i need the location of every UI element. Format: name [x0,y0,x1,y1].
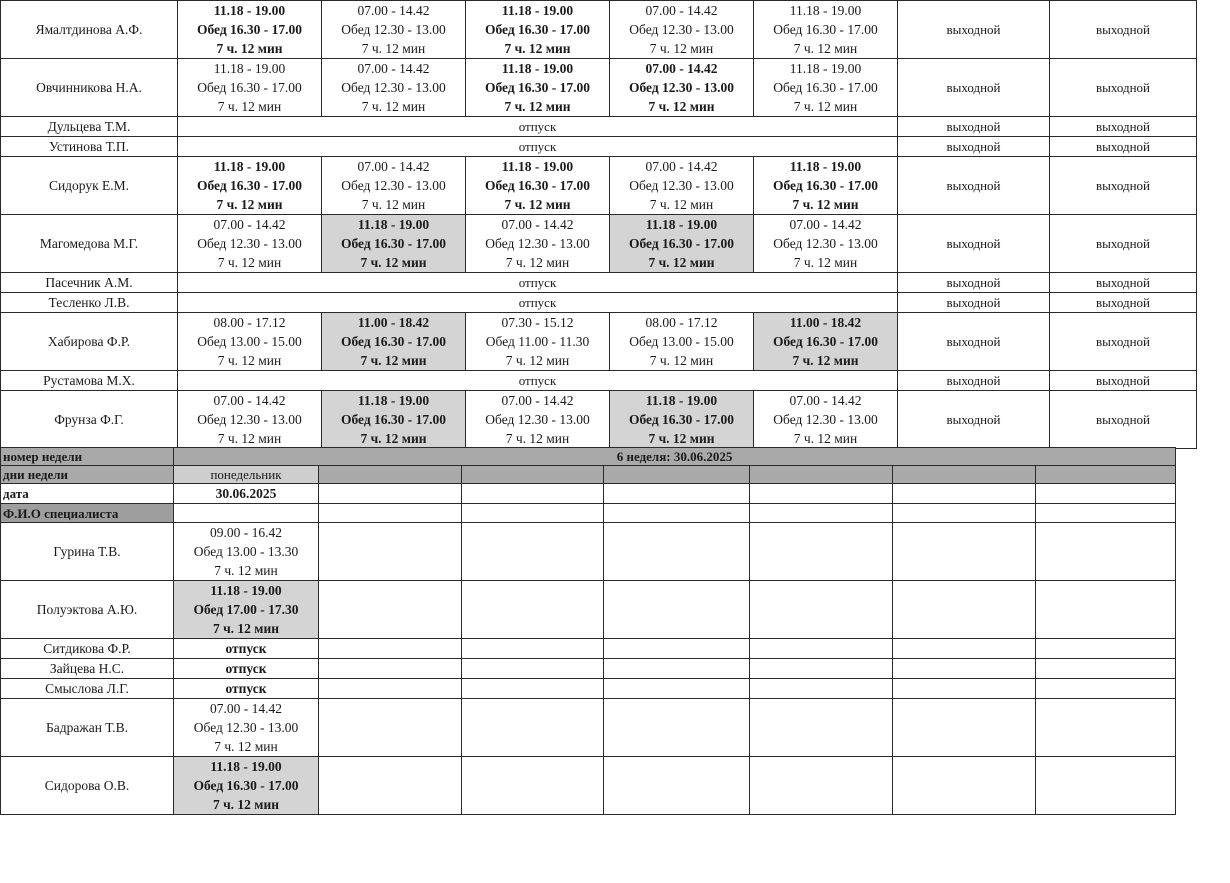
day-cell [319,466,462,484]
shift-line: Обед 16.30 - 17.00 [340,412,447,427]
leave-cell: отпуск [178,273,898,293]
shift-line: 7 ч. 12 мин [505,353,570,368]
shift-cell [466,215,610,273]
date-cell [893,484,1036,504]
empty-cell [462,699,604,757]
shift-line: 7 ч. 12 мин [793,41,858,56]
shift-line: 7 ч. 12 мин [216,197,283,212]
employee-row [1,679,1176,699]
employee-row [1,1,1197,59]
employee-row [1,659,1176,679]
day-off-saturday: выходной [898,313,1050,371]
employee-row [1,313,1197,371]
employee-row [1,215,1197,273]
days-row [1,466,1176,484]
shift-cell [754,59,898,117]
shift-line: Обед 16.30 - 17.00 [628,412,735,427]
shift-line: 11.18 - 19.00 [501,61,574,76]
employee-name: Овчинникова Н.А. [1,59,178,117]
empty-cell [604,523,750,581]
day-off-saturday: выходной [898,391,1050,449]
shift-line: Обед 16.30 - 17.00 [484,178,591,193]
shift-line: 7 ч. 12 мин [649,353,714,368]
shift-line: 7 ч. 12 мин [793,255,858,270]
empty-cell [1036,523,1176,581]
day-off-sunday: выходной [1050,313,1197,371]
employee-name: Дульцева Т.М. [1,117,178,137]
shift-cell [322,157,466,215]
day-off-saturday: выходной [898,1,1050,59]
shift-line: Обед 16.30 - 17.00 [773,80,878,95]
shift-line: 7 ч. 12 мин [217,255,282,270]
shift-line: Обед 16.30 - 17.00 [196,178,303,193]
shift-line: 7 ч. 12 мин [212,621,280,636]
empty-cell [462,639,604,659]
shift-cell [466,59,610,117]
shift-line: 11.18 - 19.00 [213,61,286,76]
empty-cell [893,679,1036,699]
shift-line: Обед 13.00 - 15.00 [197,334,302,349]
day-off-saturday: выходной [898,137,1050,157]
shift-cell [466,313,610,371]
day-off-sunday: выходной [1050,59,1197,117]
week-number-row [1,448,1176,466]
day-off-sunday: выходной [1050,371,1197,391]
shift-cell [322,1,466,59]
shift-line: 11.18 - 19.00 [210,583,282,598]
shift-cell [178,157,322,215]
shift-cell [754,313,898,371]
day-monday: понедельник [174,466,319,484]
shift-line: 09.00 - 16.42 [210,525,282,540]
shift-cell [610,391,754,449]
shift-cell [466,391,610,449]
shift-cell [322,215,466,273]
day-off-sunday: выходной [1050,273,1197,293]
day-off-sunday: выходной [1050,157,1197,215]
day-off-saturday: выходной [898,273,1050,293]
shift-line: 07.00 - 14.42 [645,159,718,174]
employee-name: Полуэктова А.Ю. [1,581,174,639]
shift-line: 11.18 - 19.00 [645,217,718,232]
employee-row [1,371,1197,391]
shift-line: Обед 16.30 - 17.00 [196,22,303,37]
shift-line: 7 ч. 12 мин [505,431,570,446]
empty-cell [319,659,462,679]
shift-line: 7 ч. 12 мин [648,255,715,270]
empty-cell [750,699,893,757]
employee-name: Сидорук Е.М. [1,157,178,215]
shift-cell [754,215,898,273]
shift-line: 07.00 - 14.42 [357,3,430,18]
shift-line: 7 ч. 12 мин [648,431,715,446]
shift-line: 7 ч. 12 мин [361,99,426,114]
shift-line: 7 ч. 12 мин [793,99,858,114]
shift-line: 7 ч. 12 мин [504,197,571,212]
shift-line: Обед 12.30 - 13.00 [197,412,302,427]
empty-cell [319,523,462,581]
shift-cell [610,59,754,117]
shift-line: Обед 16.30 - 17.00 [628,236,735,251]
empty-cell [319,757,462,815]
empty-cell [893,639,1036,659]
employee-row [1,59,1197,117]
shift-line: Обед 13.00 - 15.00 [629,334,734,349]
week-number-label: номер недели [1,448,174,466]
shift-line: 07.00 - 14.42 [213,217,286,232]
shift-cell [610,313,754,371]
day-off-sunday: выходной [1050,293,1197,313]
day-cell [604,466,750,484]
shift-line: Обед 12.30 - 13.00 [197,236,302,251]
employee-name: Гурина Т.В. [1,523,174,581]
shift-line: Обед 12.30 - 13.00 [341,80,446,95]
shift-line: 7 ч. 12 мин [216,41,283,56]
day-off-saturday: выходной [898,117,1050,137]
employee-row [1,523,1176,581]
fio-cell [604,504,750,523]
empty-cell [1036,699,1176,757]
shift-line: 07.00 - 14.42 [645,61,718,76]
empty-cell [462,679,604,699]
shift-line: 11.18 - 19.00 [357,217,430,232]
day-off-saturday: выходной [898,157,1050,215]
shift-line: 07.00 - 14.42 [210,701,282,716]
empty-cell [1036,639,1176,659]
shift-line: 7 ч. 12 мин [649,197,714,212]
shift-cell [610,1,754,59]
shift-line: 07.30 - 15.12 [501,315,574,330]
shift-line: 11.18 - 19.00 [501,3,574,18]
shift-cell [178,391,322,449]
shift-line: Обед 12.30 - 13.00 [629,178,734,193]
shift-cell [178,215,322,273]
empty-cell [1036,679,1176,699]
week-number-value: 6 неделя: 30.06.2025 [174,448,1176,466]
shift-line: 7 ч. 12 мин [504,41,571,56]
empty-cell [462,523,604,581]
shift-line: 11.18 - 19.00 [789,3,862,18]
employee-name: Магомедова М.Г. [1,215,178,273]
shift-line: 11.00 - 18.42 [357,315,430,330]
shift-cell [178,1,322,59]
leave-cell: отпуск [178,117,898,137]
shift-cell [178,59,322,117]
date-row [1,484,1176,504]
shift-cell [178,313,322,371]
shift-line: 07.00 - 14.42 [357,61,430,76]
employee-row [1,639,1176,659]
empty-cell [604,699,750,757]
shift-line: 07.00 - 14.42 [501,217,574,232]
empty-cell [1036,581,1176,639]
shift-line: Обед 12.30 - 13.00 [628,80,735,95]
shift-line: 11.18 - 19.00 [357,393,430,408]
leave-cell: отпуск [174,639,319,659]
weekly-schedule-table [0,0,1197,449]
day-off-sunday: выходной [1050,137,1197,157]
shift-line: 08.00 - 17.12 [213,315,286,330]
shift-line: Обед 11.00 - 11.30 [485,334,590,349]
empty-cell [750,523,893,581]
employee-name: Бадражан Т.В. [1,699,174,757]
shift-line: 11.18 - 19.00 [210,759,282,774]
shift-cell [322,391,466,449]
empty-cell [604,659,750,679]
shift-line: 07.00 - 14.42 [789,393,862,408]
day-off-sunday: выходной [1050,117,1197,137]
shift-line: 7 ч. 12 мин [504,99,571,114]
date-cell [750,484,893,504]
empty-cell [462,581,604,639]
empty-cell [750,639,893,659]
shift-cell [610,157,754,215]
shift-line: 7 ч. 12 мин [360,255,427,270]
leave-cell: отпуск [178,371,898,391]
shift-line: 11.18 - 19.00 [789,61,862,76]
employee-name: Фрунза Ф.Г. [1,391,178,449]
shift-line: 7 ч. 12 мин [361,197,426,212]
shift-line: 7 ч. 12 мин [217,99,282,114]
empty-cell [604,639,750,659]
shift-line: Обед 12.30 - 13.00 [629,22,734,37]
shift-line: 07.00 - 14.42 [501,393,574,408]
shift-line: Обед 12.30 - 13.00 [485,236,590,251]
shift-line: 7 ч. 12 мин [793,431,858,446]
empty-cell [319,679,462,699]
employee-name: Рустамова М.Х. [1,371,178,391]
shift-cell [610,215,754,273]
shift-line: 07.00 - 14.42 [645,3,718,18]
fio-cell [319,504,462,523]
shift-line: Обед 16.30 - 17.00 [193,778,299,793]
date-cell [1036,484,1176,504]
empty-cell [604,581,750,639]
shift-line: Обед 12.30 - 13.00 [341,22,446,37]
empty-cell [893,581,1036,639]
shift-line: 7 ч. 12 мин [361,41,426,56]
shift-line: Обед 16.30 - 17.00 [772,334,879,349]
day-off-saturday: выходной [898,371,1050,391]
employee-name: Смыслова Л.Г. [1,679,174,699]
employee-row [1,391,1197,449]
shift-line: 07.00 - 14.42 [789,217,862,232]
employee-row [1,757,1176,815]
shift-line: 11.18 - 19.00 [213,3,286,18]
employee-row [1,699,1176,757]
shift-cell [174,581,319,639]
empty-cell [462,757,604,815]
day-off-sunday: выходной [1050,391,1197,449]
empty-cell [319,581,462,639]
shift-line: 7 ч. 12 мин [792,353,859,368]
employee-row [1,273,1197,293]
shift-cell [322,313,466,371]
date-cell [319,484,462,504]
shift-line: 07.00 - 14.42 [357,159,430,174]
employee-name: Пасечник А.М. [1,273,178,293]
shift-cell [174,699,319,757]
empty-cell [750,679,893,699]
shift-line: Обед 12.30 - 13.00 [485,412,590,427]
shift-line: 7 ч. 12 мин [505,255,570,270]
day-cell [462,466,604,484]
shift-line: Обед 16.30 - 17.00 [340,334,447,349]
day-cell [893,466,1036,484]
shift-line: Обед 12.30 - 13.00 [341,178,446,193]
shift-line: Обед 16.30 - 17.00 [197,80,302,95]
fio-cell [893,504,1036,523]
empty-cell [1036,659,1176,679]
employee-row [1,117,1197,137]
date-label: дата [1,484,174,504]
fio-label: Ф.И.О специалиста [1,504,174,523]
shift-cell [754,1,898,59]
date-cell [604,484,750,504]
date-cell [462,484,604,504]
employee-name: Ситдикова Ф.Р. [1,639,174,659]
employee-name: Тесленко Л.В. [1,293,178,313]
fio-cell [750,504,893,523]
shift-cell [754,391,898,449]
shift-cell [466,1,610,59]
shift-line: 11.18 - 19.00 [213,159,286,174]
shift-line: 08.00 - 17.12 [645,315,718,330]
employee-name: Хабирова Ф.Р. [1,313,178,371]
employee-name: Ямалтдинова А.Ф. [1,1,178,59]
empty-cell [750,659,893,679]
shift-line: Обед 16.30 - 17.00 [773,22,878,37]
shift-line: Обед 16.30 - 17.00 [484,80,591,95]
empty-cell [893,523,1036,581]
day-cell [1036,466,1176,484]
shift-cell [322,59,466,117]
employee-row [1,137,1197,157]
shift-line: 7 ч. 12 мин [212,797,280,812]
shift-line: 11.18 - 19.00 [789,159,862,174]
shift-line: 11.18 - 19.00 [645,393,718,408]
empty-cell [893,659,1036,679]
shift-cell [174,757,319,815]
empty-cell [750,757,893,815]
fio-cell [1036,504,1176,523]
leave-cell: отпуск [174,679,319,699]
shift-line: 7 ч. 12 мин [360,353,427,368]
fio-header-row [1,504,1176,523]
leave-cell: отпуск [178,293,898,313]
empty-cell [893,757,1036,815]
shift-line: Обед 16.30 - 17.00 [484,22,591,37]
shift-line: 11.00 - 18.42 [789,315,862,330]
day-off-sunday: выходной [1050,1,1197,59]
shift-line: Обед 12.30 - 13.00 [773,412,878,427]
day-off-saturday: выходной [898,215,1050,273]
shift-cell [174,523,319,581]
fio-cell [174,504,319,523]
date-value: 30.06.2025 [174,484,319,504]
leave-cell: отпуск [174,659,319,679]
empty-cell [604,757,750,815]
employee-row [1,293,1197,313]
employee-row [1,581,1176,639]
shift-line: Обед 16.30 - 17.00 [340,236,447,251]
shift-line: Обед 17.00 - 17.30 [193,602,299,617]
shift-line: Обед 16.30 - 17.00 [772,178,879,193]
shift-line: 7 ч. 12 мин [217,353,282,368]
week6-schedule-table [0,447,1176,815]
shift-line: 11.18 - 19.00 [501,159,574,174]
shift-cell [754,157,898,215]
day-cell [750,466,893,484]
empty-cell [462,659,604,679]
empty-cell [1036,757,1176,815]
shift-line: 7 ч. 12 мин [214,563,278,578]
leave-cell: отпуск [178,137,898,157]
empty-cell [319,699,462,757]
fio-cell [462,504,604,523]
shift-line: 7 ч. 12 мин [214,739,278,754]
shift-line: Обед 12.30 - 13.00 [193,720,299,735]
shift-line: 07.00 - 14.42 [213,393,286,408]
days-label: дни недели [1,466,174,484]
day-off-saturday: выходной [898,293,1050,313]
employee-name: Сидорова О.В. [1,757,174,815]
shift-line: 7 ч. 12 мин [360,431,427,446]
shift-line: Обед 13.00 - 13.30 [193,544,299,559]
employee-row [1,157,1197,215]
employee-name: Зайцева Н.С. [1,659,174,679]
empty-cell [604,679,750,699]
shift-line: 7 ч. 12 мин [792,197,859,212]
shift-line: 7 ч. 12 мин [217,431,282,446]
shift-line: 7 ч. 12 мин [648,99,715,114]
day-off-sunday: выходной [1050,215,1197,273]
employee-name: Устинова Т.П. [1,137,178,157]
shift-cell [466,157,610,215]
empty-cell [893,699,1036,757]
day-off-saturday: выходной [898,59,1050,117]
empty-cell [319,639,462,659]
shift-line: 7 ч. 12 мин [649,41,714,56]
shift-line: Обед 12.30 - 13.00 [773,236,878,251]
empty-cell [750,581,893,639]
